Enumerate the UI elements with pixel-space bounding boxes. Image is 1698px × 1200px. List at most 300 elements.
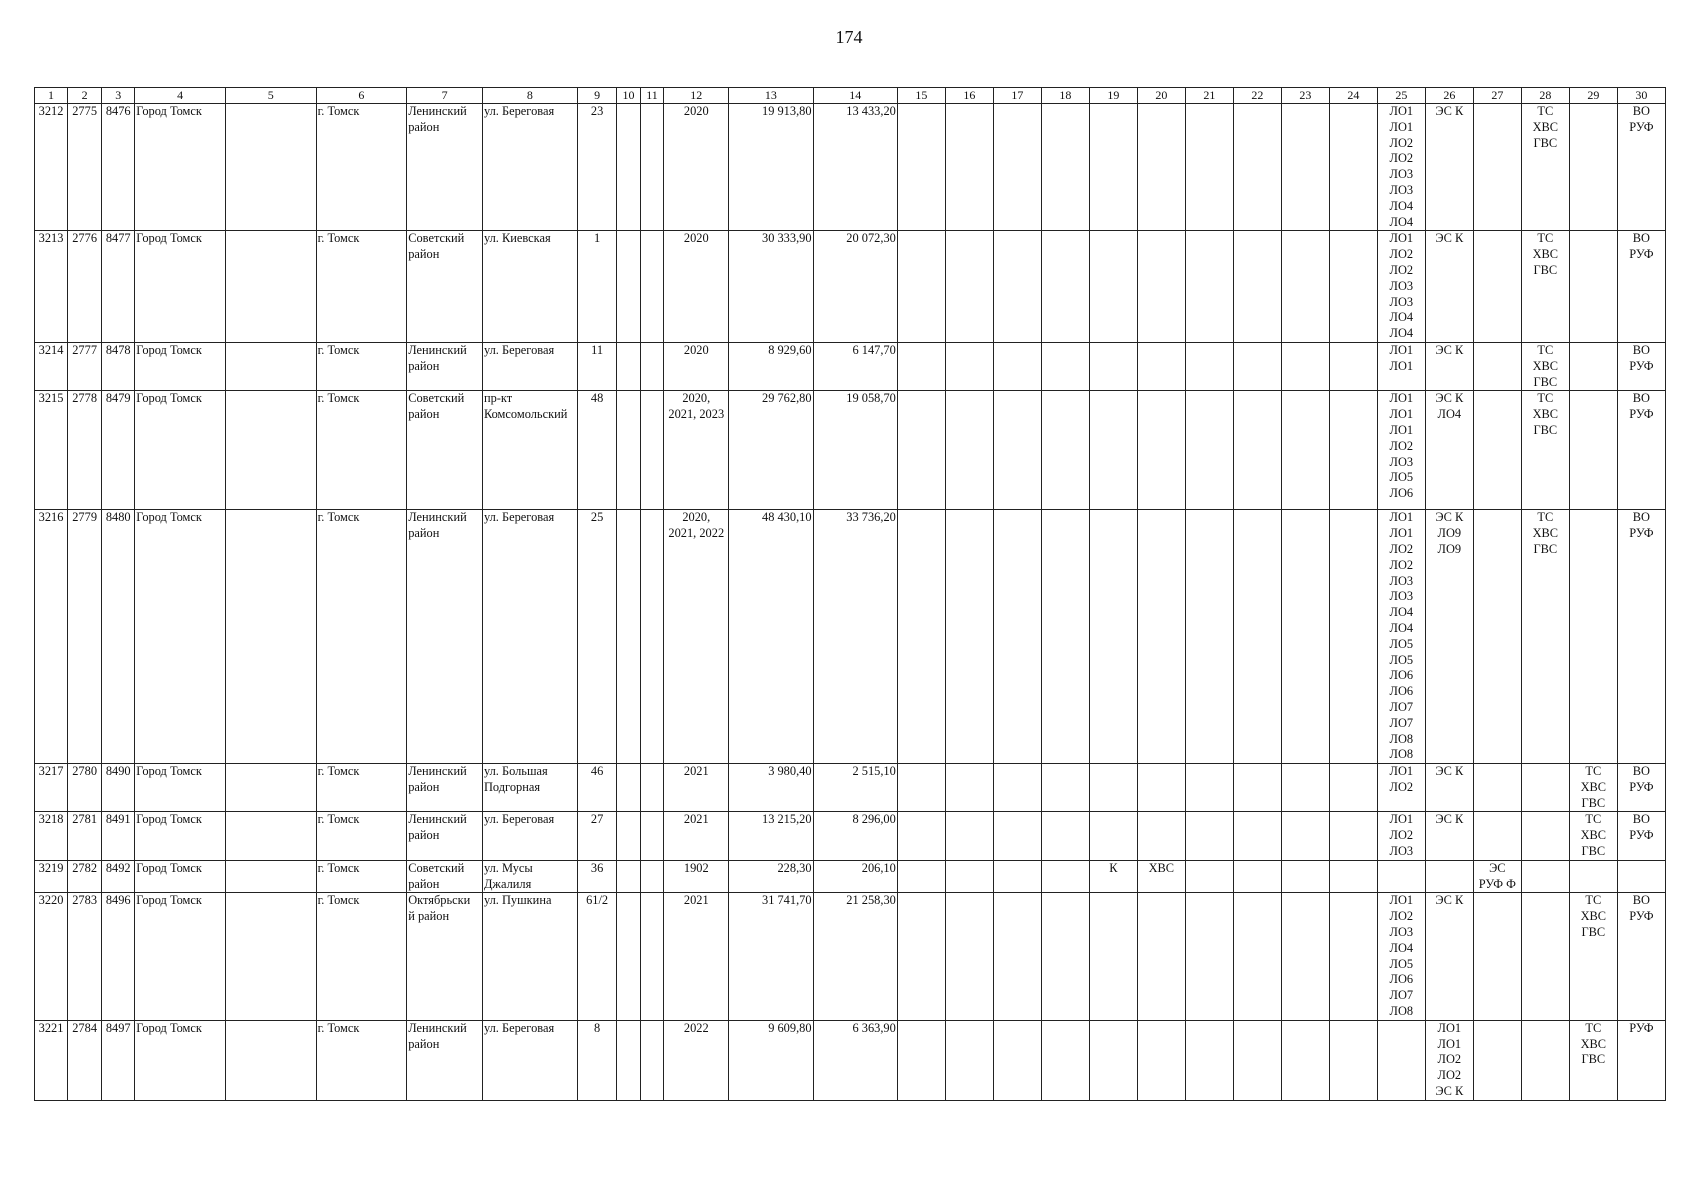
table-cell-col-2: 2783	[68, 893, 102, 1020]
table-cell-col-27	[1473, 812, 1521, 860]
table-cell-col-28: ТС ХВС ГВС	[1521, 231, 1569, 343]
table-cell-col-4: Город Томск	[135, 893, 226, 1020]
table-cell-col-27	[1473, 1020, 1521, 1100]
table-cell-col-19	[1089, 391, 1137, 510]
table-cell-col-20	[1137, 764, 1185, 812]
table-cell-col-27	[1473, 342, 1521, 390]
table-cell-col-16	[945, 104, 993, 231]
table-cell-col-15	[897, 342, 945, 390]
column-header: 16	[945, 88, 993, 104]
table-cell-col-30: ВО РУФ	[1617, 510, 1665, 764]
table-cell-col-22	[1233, 812, 1281, 860]
table-cell-col-5	[225, 231, 316, 343]
table-cell-col-5	[225, 860, 316, 893]
column-header: 28	[1521, 88, 1569, 104]
table-cell-col-4: Город Томск	[135, 812, 226, 860]
table-row	[35, 812, 1666, 860]
table-cell-col-9: 23	[577, 104, 616, 231]
table-cell-col-13: 29 762,80	[729, 391, 813, 510]
table-cell-col-22	[1233, 764, 1281, 812]
table-cell-col-25: ЛО1 ЛО2	[1377, 764, 1425, 812]
column-header: 8	[482, 88, 577, 104]
table-cell-col-22	[1233, 893, 1281, 1020]
table-cell-col-17	[993, 812, 1041, 860]
table-row	[35, 893, 1666, 1020]
table-cell-col-11	[640, 1020, 663, 1100]
table-cell-col-27	[1473, 764, 1521, 812]
table-cell-col-23	[1281, 860, 1329, 893]
table-cell-col-10	[617, 893, 640, 1020]
table-cell-col-25: ЛО1 ЛО1 ЛО2 ЛО2 ЛО3 ЛО3 ЛО4 ЛО4 ЛО5 ЛО5 ЛО6 ЛО6 ЛО7 ЛО7 ЛО8 ЛО8	[1377, 510, 1425, 764]
table-cell-col-20: ХВС	[1137, 860, 1185, 893]
table-cell-col-27	[1473, 893, 1521, 1020]
table-cell-col-1: 3219	[35, 860, 68, 893]
table-cell-col-23	[1281, 812, 1329, 860]
table-cell-col-21	[1185, 893, 1233, 1020]
table-cell-col-16	[945, 342, 993, 390]
table-cell-col-4: Город Томск	[135, 764, 226, 812]
table-cell-col-30: ВО РУФ	[1617, 812, 1665, 860]
table-cell-col-14: 21 258,30	[813, 893, 897, 1020]
table-cell-col-23	[1281, 342, 1329, 390]
table-cell-col-28	[1521, 893, 1569, 1020]
table-cell-col-13: 9 609,80	[729, 1020, 813, 1100]
table-cell-col-29: ТС ХВС ГВС	[1569, 764, 1617, 812]
table-cell-col-30	[1617, 860, 1665, 893]
table-cell-col-5	[225, 104, 316, 231]
table-cell-col-18	[1041, 1020, 1089, 1100]
column-header: 12	[664, 88, 729, 104]
table-cell-col-19	[1089, 764, 1137, 812]
table-cell-col-20	[1137, 1020, 1185, 1100]
table-cell-col-12: 2021	[664, 893, 729, 1020]
table-cell-col-28: ТС ХВС ГВС	[1521, 342, 1569, 390]
table-cell-col-7: Советский район	[407, 231, 483, 343]
table-cell-col-27	[1473, 231, 1521, 343]
table-cell-col-11	[640, 893, 663, 1020]
table-cell-col-24	[1329, 764, 1377, 812]
table-cell-col-15	[897, 391, 945, 510]
table-cell-col-29: ТС ХВС ГВС	[1569, 812, 1617, 860]
table-cell-col-24	[1329, 342, 1377, 390]
table-cell-col-28	[1521, 1020, 1569, 1100]
column-header: 21	[1185, 88, 1233, 104]
table-cell-col-14: 2 515,10	[813, 764, 897, 812]
table-cell-col-6: г. Томск	[316, 764, 407, 812]
table-cell-col-29	[1569, 860, 1617, 893]
table-cell-col-2: 2778	[68, 391, 102, 510]
column-header: 17	[993, 88, 1041, 104]
table-cell-col-17	[993, 104, 1041, 231]
table-cell-col-23	[1281, 391, 1329, 510]
table-cell-col-22	[1233, 342, 1281, 390]
page-number: 174	[835, 27, 863, 47]
table-cell-col-30: ВО РУФ	[1617, 764, 1665, 812]
table-cell-col-18	[1041, 510, 1089, 764]
table-cell-col-11	[640, 510, 663, 764]
table-cell-col-15	[897, 764, 945, 812]
table-cell-col-12: 2021	[664, 812, 729, 860]
table-cell-col-22	[1233, 391, 1281, 510]
table-cell-col-4: Город Томск	[135, 860, 226, 893]
table-cell-col-1: 3215	[35, 391, 68, 510]
table-cell-col-25: ЛО1 ЛО1 ЛО1 ЛО2 ЛО3 ЛО5 ЛО6	[1377, 391, 1425, 510]
table-cell-col-23	[1281, 764, 1329, 812]
table-cell-col-18	[1041, 893, 1089, 1020]
table-cell-col-28: ТС ХВС ГВС	[1521, 104, 1569, 231]
table-cell-col-30: ВО РУФ	[1617, 391, 1665, 510]
table-cell-col-26: ЛО1 ЛО1 ЛО2 ЛО2 ЭС К	[1425, 1020, 1473, 1100]
table-cell-col-3: 8479	[102, 391, 135, 510]
table-cell-col-6: г. Томск	[316, 860, 407, 893]
table-cell-col-2: 2777	[68, 342, 102, 390]
table-cell-col-6: г. Томск	[316, 391, 407, 510]
table-cell-col-26: ЭС К	[1425, 104, 1473, 231]
table-cell-col-29	[1569, 391, 1617, 510]
table-cell-col-25: ЛО1 ЛО1	[1377, 342, 1425, 390]
table-cell-col-21	[1185, 391, 1233, 510]
table-cell-col-15	[897, 231, 945, 343]
table-cell-col-28	[1521, 812, 1569, 860]
table-cell-col-13: 31 741,70	[729, 893, 813, 1020]
header-row	[35, 88, 1666, 104]
table-cell-col-14: 13 433,20	[813, 104, 897, 231]
table-cell-col-23	[1281, 104, 1329, 231]
table-cell-col-19	[1089, 510, 1137, 764]
table-cell-col-19: К	[1089, 860, 1137, 893]
table-cell-col-29	[1569, 510, 1617, 764]
table-cell-col-20	[1137, 510, 1185, 764]
table-cell-col-15	[897, 1020, 945, 1100]
table-cell-col-24	[1329, 1020, 1377, 1100]
table-cell-col-4: Город Томск	[135, 1020, 226, 1100]
table-cell-col-19	[1089, 1020, 1137, 1100]
table-cell-col-1: 3217	[35, 764, 68, 812]
table-cell-col-26: ЭС К	[1425, 764, 1473, 812]
table-cell-col-14: 206,10	[813, 860, 897, 893]
table-cell-col-18	[1041, 342, 1089, 390]
table-cell-col-15	[897, 812, 945, 860]
table-cell-col-2: 2779	[68, 510, 102, 764]
table-cell-col-29: ТС ХВС ГВС	[1569, 893, 1617, 1020]
table-cell-col-13: 228,30	[729, 860, 813, 893]
table-cell-col-17	[993, 860, 1041, 893]
table-cell-col-23	[1281, 510, 1329, 764]
table-cell-col-8: ул. Пушкина	[482, 893, 577, 1020]
table-cell-col-29	[1569, 104, 1617, 231]
table-cell-col-21	[1185, 104, 1233, 231]
table-cell-col-7: Октябрьски й район	[407, 893, 483, 1020]
table-cell-col-6: г. Томск	[316, 893, 407, 1020]
table-cell-col-18	[1041, 391, 1089, 510]
table-cell-col-4: Город Томск	[135, 104, 226, 231]
table-cell-col-26	[1425, 860, 1473, 893]
table-cell-col-27	[1473, 510, 1521, 764]
table-cell-col-10	[617, 510, 640, 764]
table-cell-col-5	[225, 764, 316, 812]
table-cell-col-12: 2020, 2021, 2022	[664, 510, 729, 764]
table-cell-col-3: 8477	[102, 231, 135, 343]
table-cell-col-19	[1089, 893, 1137, 1020]
column-header: 7	[407, 88, 483, 104]
table-cell-col-3: 8490	[102, 764, 135, 812]
table-cell-col-13: 30 333,90	[729, 231, 813, 343]
table-cell-col-28: ТС ХВС ГВС	[1521, 510, 1569, 764]
table-cell-col-21	[1185, 1020, 1233, 1100]
table-cell-col-22	[1233, 510, 1281, 764]
table-cell-col-11	[640, 104, 663, 231]
table-row	[35, 510, 1666, 764]
column-header: 18	[1041, 88, 1089, 104]
table-row	[35, 231, 1666, 343]
table-cell-col-16	[945, 764, 993, 812]
table-cell-col-24	[1329, 391, 1377, 510]
column-header: 1	[35, 88, 68, 104]
table-cell-col-18	[1041, 812, 1089, 860]
table-cell-col-4: Город Томск	[135, 231, 226, 343]
table-cell-col-2: 2781	[68, 812, 102, 860]
table-cell-col-10	[617, 764, 640, 812]
table-cell-col-10	[617, 342, 640, 390]
table-cell-col-20	[1137, 104, 1185, 231]
table-cell-col-8: ул. Большая Подгорная	[482, 764, 577, 812]
table-cell-col-25: ЛО1 ЛО1 ЛО2 ЛО2 ЛО3 ЛО3 ЛО4 ЛО4	[1377, 104, 1425, 231]
table-row	[35, 1020, 1666, 1100]
table-cell-col-8: пр-кт Комсомольский	[482, 391, 577, 510]
table-cell-col-18	[1041, 764, 1089, 812]
table-cell-col-25	[1377, 860, 1425, 893]
column-header: 4	[135, 88, 226, 104]
table-cell-col-7: Ленинский район	[407, 342, 483, 390]
table-cell-col-2: 2782	[68, 860, 102, 893]
table-cell-col-12: 2021	[664, 764, 729, 812]
table-cell-col-28: ТС ХВС ГВС	[1521, 391, 1569, 510]
column-header: 20	[1137, 88, 1185, 104]
table-cell-col-13: 3 980,40	[729, 764, 813, 812]
table-cell-col-14: 8 296,00	[813, 812, 897, 860]
table-cell-col-27	[1473, 391, 1521, 510]
table-cell-col-14: 6 363,90	[813, 1020, 897, 1100]
table-cell-col-30: РУФ	[1617, 1020, 1665, 1100]
table-cell-col-17	[993, 510, 1041, 764]
table-cell-col-5	[225, 342, 316, 390]
table-cell-col-3: 8478	[102, 342, 135, 390]
table-cell-col-14: 20 072,30	[813, 231, 897, 343]
table-cell-col-29	[1569, 231, 1617, 343]
table-cell-col-12: 2020	[664, 342, 729, 390]
column-header: 25	[1377, 88, 1425, 104]
table-cell-col-5	[225, 893, 316, 1020]
column-header: 2	[68, 88, 102, 104]
table-cell-col-18	[1041, 860, 1089, 893]
column-header: 26	[1425, 88, 1473, 104]
table-cell-col-3: 8492	[102, 860, 135, 893]
table-cell-col-21	[1185, 342, 1233, 390]
table-cell-col-26: ЭС К ЛО4	[1425, 391, 1473, 510]
table-cell-col-22	[1233, 104, 1281, 231]
table-cell-col-11	[640, 860, 663, 893]
table-cell-col-7: Ленинский район	[407, 812, 483, 860]
table-cell-col-8: ул. Киевская	[482, 231, 577, 343]
table-cell-col-12: 2020	[664, 231, 729, 343]
table-cell-col-26: ЭС К	[1425, 231, 1473, 343]
table-cell-col-19	[1089, 104, 1137, 231]
table-cell-col-16	[945, 510, 993, 764]
table-cell-col-16	[945, 860, 993, 893]
table-cell-col-7: Советский район	[407, 391, 483, 510]
table-cell-col-20	[1137, 231, 1185, 343]
table-cell-col-20	[1137, 391, 1185, 510]
column-header: 13	[729, 88, 813, 104]
table-cell-col-5	[225, 812, 316, 860]
table-cell-col-9: 61/2	[577, 893, 616, 1020]
column-header: 23	[1281, 88, 1329, 104]
table-cell-col-2: 2775	[68, 104, 102, 231]
table-cell-col-9: 25	[577, 510, 616, 764]
table-cell-col-2: 2780	[68, 764, 102, 812]
table-cell-col-3: 8497	[102, 1020, 135, 1100]
column-header: 14	[813, 88, 897, 104]
column-header: 11	[640, 88, 663, 104]
table-cell-col-18	[1041, 104, 1089, 231]
table-cell-col-24	[1329, 893, 1377, 1020]
table-cell-col-9: 8	[577, 1020, 616, 1100]
table-cell-col-7: Ленинский район	[407, 764, 483, 812]
table-cell-col-11	[640, 764, 663, 812]
table-cell-col-25: ЛО1 ЛО2 ЛО3	[1377, 812, 1425, 860]
table-cell-col-15	[897, 860, 945, 893]
table-cell-col-17	[993, 391, 1041, 510]
table-cell-col-1: 3218	[35, 812, 68, 860]
table-cell-col-13: 48 430,10	[729, 510, 813, 764]
table-row	[35, 391, 1666, 510]
table-cell-col-1: 3216	[35, 510, 68, 764]
table-cell-col-21	[1185, 510, 1233, 764]
table-cell-col-8: ул. Береговая	[482, 1020, 577, 1100]
column-header: 29	[1569, 88, 1617, 104]
table-cell-col-24	[1329, 860, 1377, 893]
table-cell-col-3: 8496	[102, 893, 135, 1020]
column-header: 24	[1329, 88, 1377, 104]
table-cell-col-21	[1185, 860, 1233, 893]
table-cell-col-14: 19 058,70	[813, 391, 897, 510]
table-cell-col-6: г. Томск	[316, 104, 407, 231]
table-cell-col-25	[1377, 1020, 1425, 1100]
table-cell-col-9: 1	[577, 231, 616, 343]
column-header: 19	[1089, 88, 1137, 104]
table-cell-col-10	[617, 812, 640, 860]
table-cell-col-10	[617, 231, 640, 343]
table-cell-col-11	[640, 231, 663, 343]
table-cell-col-27	[1473, 104, 1521, 231]
table-cell-col-8: ул. Береговая	[482, 342, 577, 390]
table-cell-col-8: ул. Береговая	[482, 812, 577, 860]
table-cell-col-17	[993, 231, 1041, 343]
column-header: 30	[1617, 88, 1665, 104]
table-row	[35, 764, 1666, 812]
table-cell-col-17	[993, 893, 1041, 1020]
table-cell-col-26: ЭС К ЛО9 ЛО9	[1425, 510, 1473, 764]
table-cell-col-5	[225, 1020, 316, 1100]
table-cell-col-23	[1281, 893, 1329, 1020]
table-cell-col-24	[1329, 231, 1377, 343]
table-cell-col-6: г. Томск	[316, 231, 407, 343]
table-cell-col-1: 3214	[35, 342, 68, 390]
table-cell-col-30: ВО РУФ	[1617, 231, 1665, 343]
table-cell-col-18	[1041, 231, 1089, 343]
table-cell-col-4: Город Томск	[135, 391, 226, 510]
table-cell-col-10	[617, 1020, 640, 1100]
table-cell-col-6: г. Томск	[316, 1020, 407, 1100]
table-cell-col-13: 19 913,80	[729, 104, 813, 231]
table-cell-col-7: Советский район	[407, 860, 483, 893]
table-body	[35, 104, 1666, 1101]
table-cell-col-19	[1089, 342, 1137, 390]
table-cell-col-7: Ленинский район	[407, 104, 483, 231]
register-table	[34, 87, 1666, 1101]
table-cell-col-9: 11	[577, 342, 616, 390]
table-cell-col-6: г. Томск	[316, 342, 407, 390]
column-header: 27	[1473, 88, 1521, 104]
table-cell-col-2: 2784	[68, 1020, 102, 1100]
table-cell-col-22	[1233, 1020, 1281, 1100]
table-cell-col-9: 46	[577, 764, 616, 812]
table-cell-col-4: Город Томск	[135, 342, 226, 390]
table-cell-col-19	[1089, 231, 1137, 343]
table-cell-col-28	[1521, 764, 1569, 812]
table-cell-col-3: 8480	[102, 510, 135, 764]
table-cell-col-21	[1185, 764, 1233, 812]
table-cell-col-21	[1185, 231, 1233, 343]
table-row	[35, 860, 1666, 893]
column-header: 22	[1233, 88, 1281, 104]
table-cell-col-1: 3221	[35, 1020, 68, 1100]
table-cell-col-30: ВО РУФ	[1617, 893, 1665, 1020]
table-cell-col-22	[1233, 231, 1281, 343]
table-cell-col-3: 8491	[102, 812, 135, 860]
table-cell-col-17	[993, 1020, 1041, 1100]
table-cell-col-11	[640, 342, 663, 390]
table-cell-col-27: ЭС РУФ Ф	[1473, 860, 1521, 893]
column-header: 3	[102, 88, 135, 104]
table-cell-col-1: 3220	[35, 893, 68, 1020]
table-cell-col-4: Город Томск	[135, 510, 226, 764]
table-cell-col-11	[640, 391, 663, 510]
table-cell-col-24	[1329, 510, 1377, 764]
column-header: 15	[897, 88, 945, 104]
table-cell-col-8: ул. Береговая	[482, 104, 577, 231]
table-cell-col-2: 2776	[68, 231, 102, 343]
table-cell-col-30: ВО РУФ	[1617, 342, 1665, 390]
table-cell-col-26: ЭС К	[1425, 893, 1473, 1020]
table-cell-col-9: 48	[577, 391, 616, 510]
table-cell-col-8: ул. Береговая	[482, 510, 577, 764]
table-cell-col-9: 27	[577, 812, 616, 860]
table-cell-col-20	[1137, 342, 1185, 390]
column-header: 10	[617, 88, 640, 104]
table-cell-col-29	[1569, 342, 1617, 390]
table-cell-col-14: 33 736,20	[813, 510, 897, 764]
table-cell-col-15	[897, 893, 945, 1020]
table-cell-col-10	[617, 860, 640, 893]
table-cell-col-9: 36	[577, 860, 616, 893]
table-cell-col-16	[945, 1020, 993, 1100]
table-cell-col-3: 8476	[102, 104, 135, 231]
table-cell-col-28	[1521, 860, 1569, 893]
table-cell-col-23	[1281, 231, 1329, 343]
table-cell-col-24	[1329, 812, 1377, 860]
table-cell-col-17	[993, 764, 1041, 812]
